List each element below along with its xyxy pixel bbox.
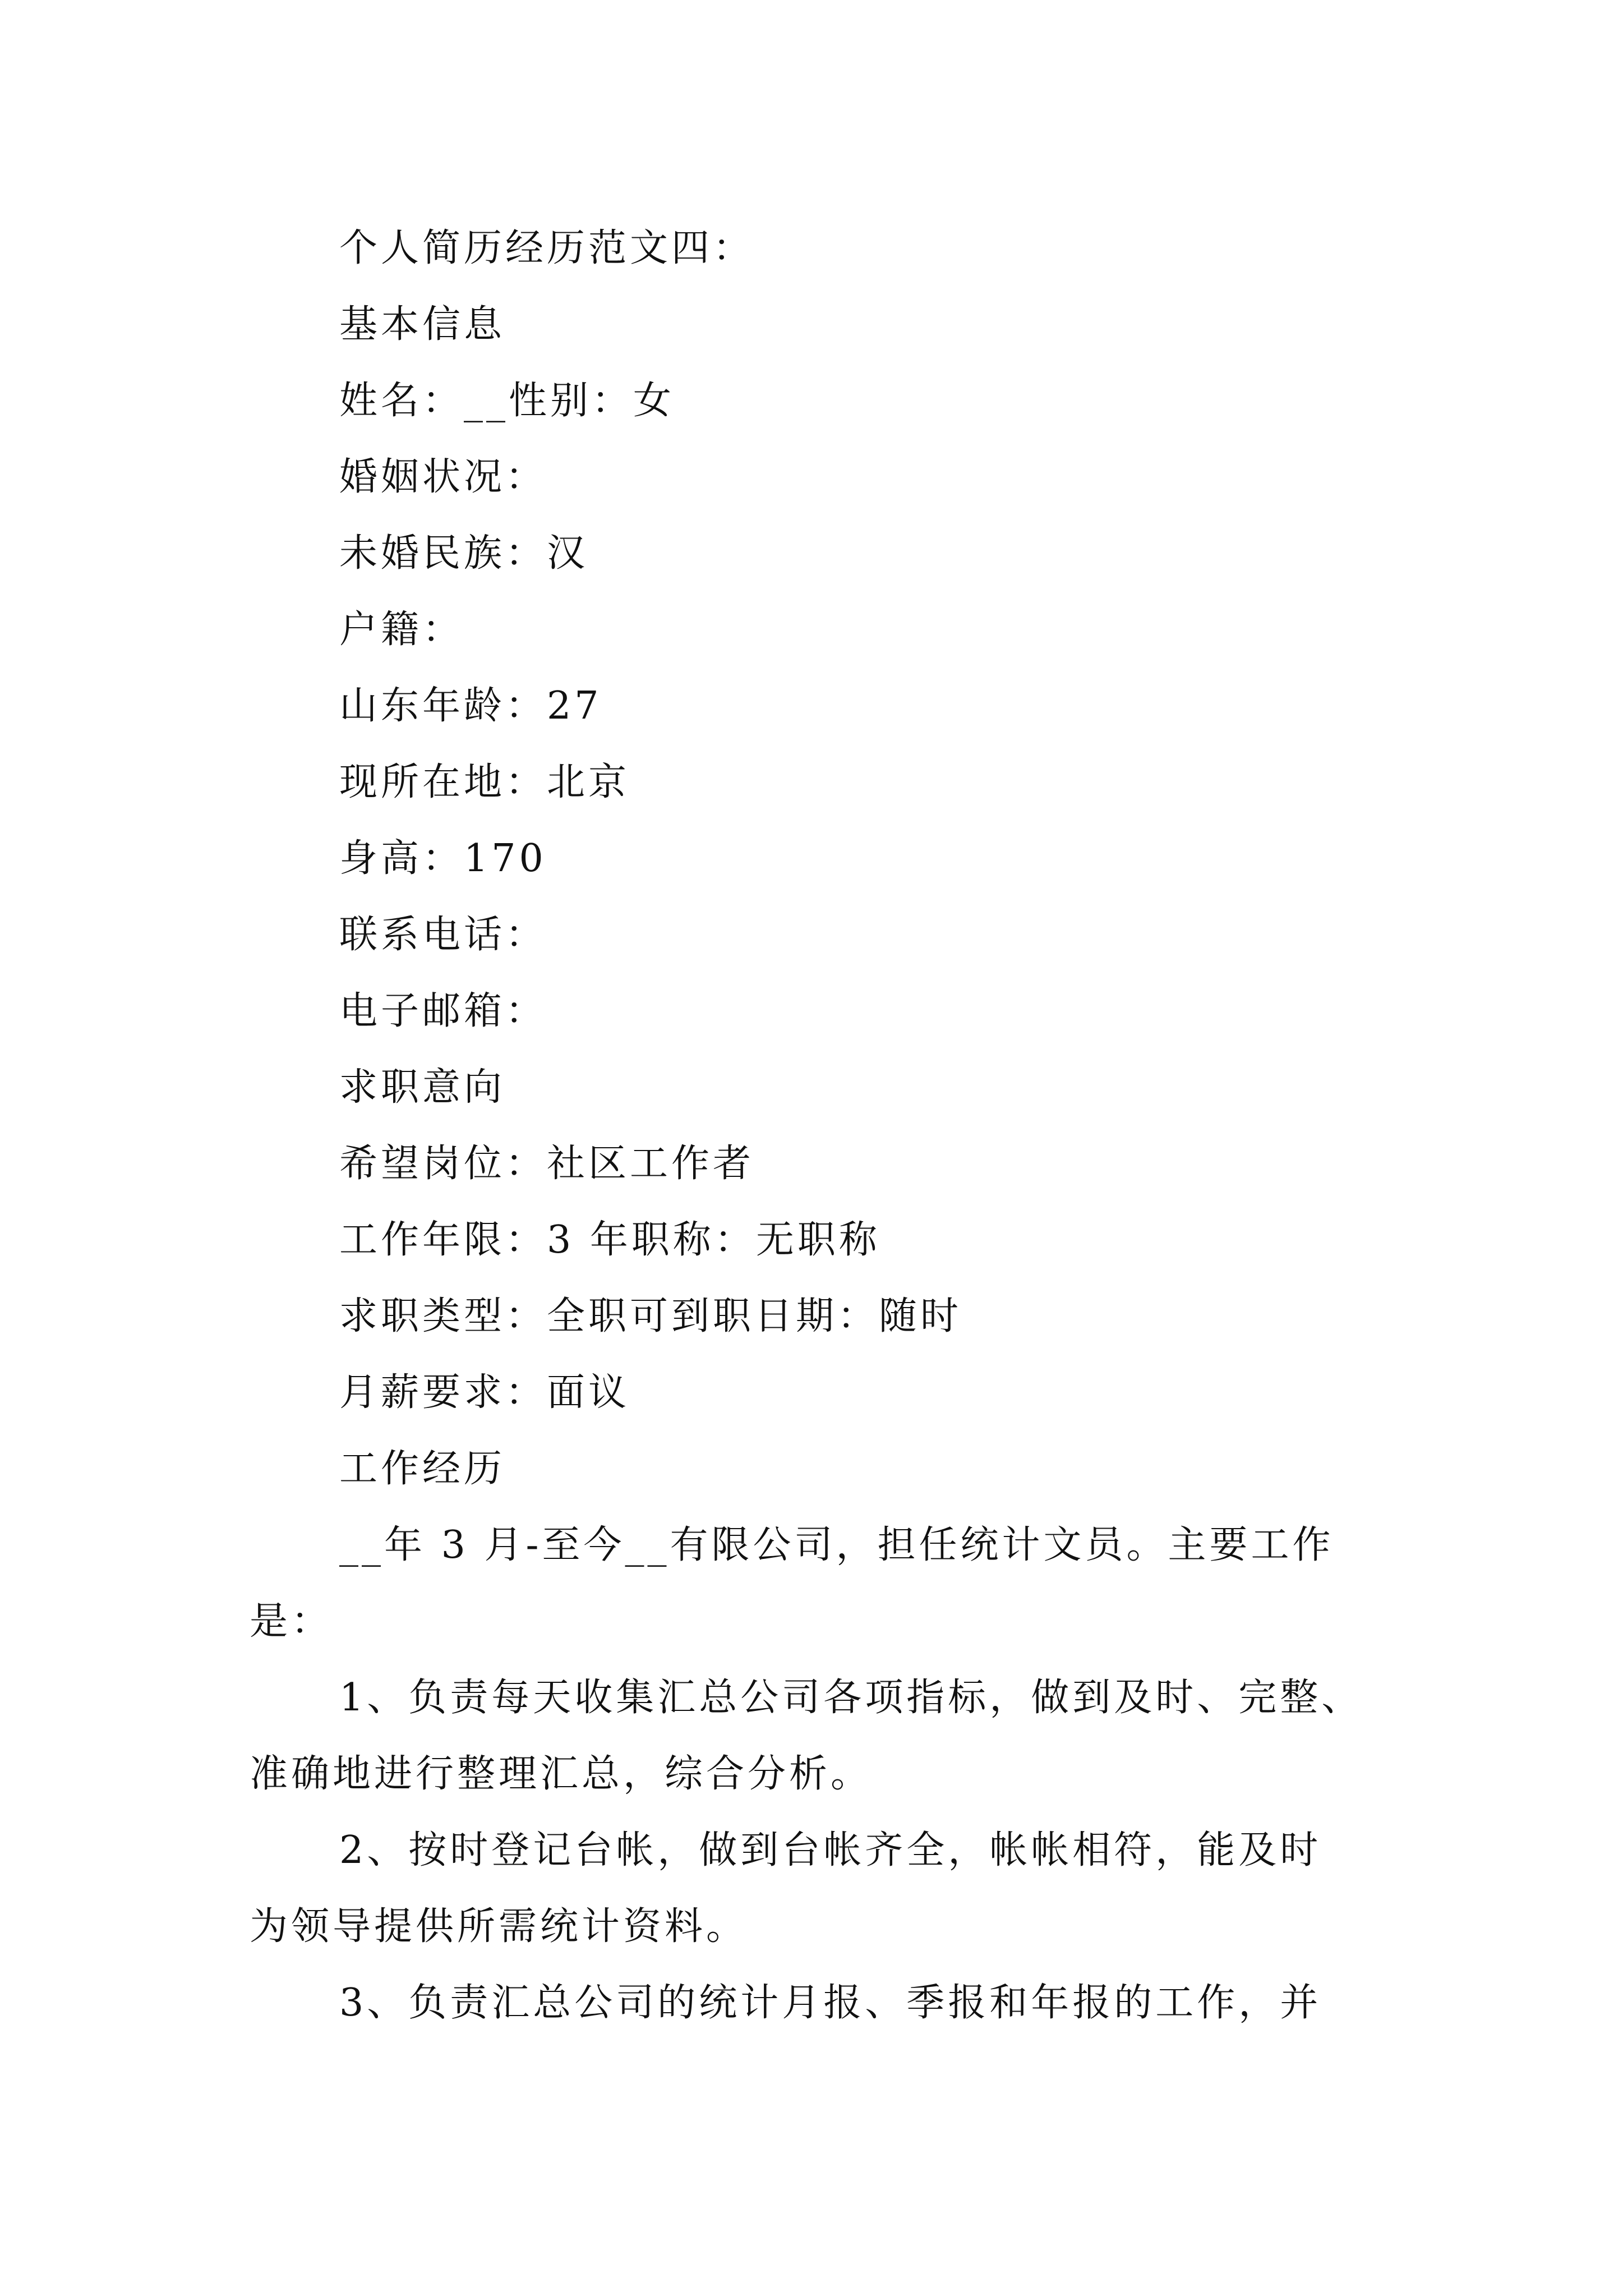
paragraph-duty-1-line: 1、负责每天收集汇总公司各项指标，做到及时、完整、 (339, 1676, 1363, 1720)
paragraph-duty-2-line: 为领导提供所需统计资料。 (250, 1904, 748, 1949)
section-heading-work-experience: 工作经历 (339, 1447, 506, 1491)
paragraph-duty-1-line: 准确地进行整理汇总，综合分析。 (250, 1752, 873, 1796)
text-line-salary: 月薪要求：面议 (339, 1370, 630, 1415)
text-line-work-years-title: 工作年限：3 年职称：无职称 (339, 1218, 880, 1262)
paragraph-work-experience-line: 是： (250, 1599, 333, 1644)
text-line-ethnicity: 未婚民族：汉 (339, 531, 589, 576)
document-title: 个人简历经历范文四： (339, 226, 755, 270)
text-line-desired-position: 希望岗位：社区工作者 (339, 1142, 755, 1186)
paragraph-work-experience-line: __年 3 月-至今__有限公司，担任统计文员。主要工作 (339, 1523, 1334, 1567)
text-line-email: 电子邮箱： (339, 989, 547, 1033)
text-line-age: 山东年龄：27 (339, 684, 602, 728)
text-line-job-type: 求职类型：全职可到职日期：随时 (339, 1294, 962, 1338)
text-line-height: 身高：170 (339, 836, 547, 881)
document-body (250, 210, 1399, 2041)
section-heading-job-intention: 求职意向 (339, 1065, 506, 1110)
text-line-name-gender: 姓名：__性别：女 (339, 379, 675, 423)
text-line-household-registration: 户籍： (339, 608, 464, 652)
text-line-location: 现所在地：北京 (339, 760, 630, 804)
paragraph-duty-3-line: 3、负责汇总公司的统计月报、季报和年报的工作，并 (339, 1981, 1322, 2025)
section-heading-basic-info: 基本信息 (339, 302, 506, 347)
text-line-phone: 联系电话： (339, 913, 547, 957)
text-line-marital-status: 婚姻状况： (339, 455, 547, 499)
paragraph-duty-2-line: 2、按时登记台帐，做到台帐齐全，帐帐相符，能及时 (339, 1828, 1322, 1872)
